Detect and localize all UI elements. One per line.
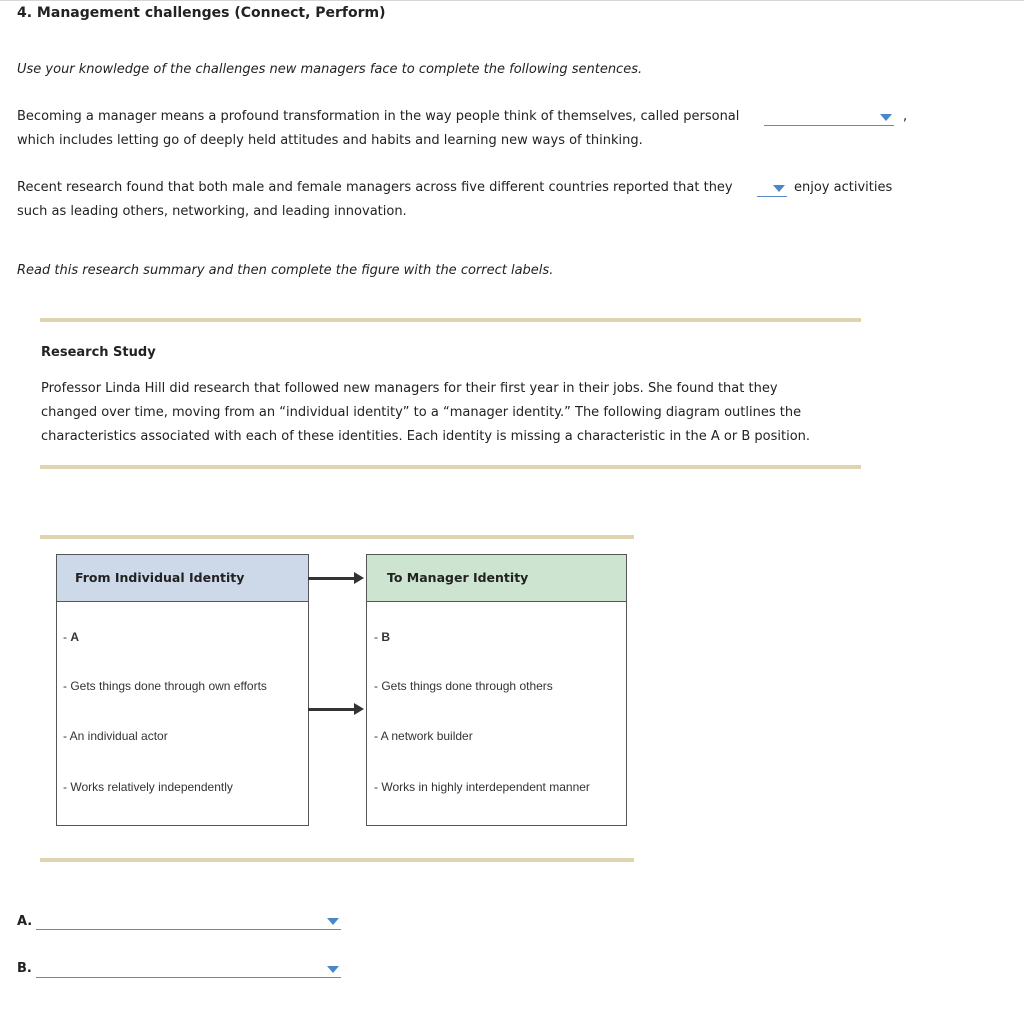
individual-item: - Gets things done through own efforts	[63, 679, 267, 693]
chevron-down-icon	[880, 114, 892, 121]
individual-identity-header: From Individual Identity	[57, 555, 308, 602]
research-line-2: changed over time, moving from an “individual identity” to a “manager identity.” The following diagram outlines the	[41, 405, 802, 420]
research-line-3: characteristics associated with each of these identities. Each identity is missing a characteristic in the A or B position.	[41, 429, 811, 444]
arrow-right-icon	[308, 577, 358, 580]
answer-b-dropdown[interactable]	[36, 961, 341, 978]
top-divider	[0, 0, 1024, 1]
enjoy-dropdown[interactable]	[757, 180, 787, 197]
sentence-1-line-2: which includes letting go of deeply held attitudes and habits and learning new ways of thinking.	[17, 133, 643, 148]
question-title: 4. Management challenges (Connect, Perform)	[17, 5, 386, 21]
manager-item: - Works in highly interdependent manner	[374, 780, 590, 794]
manager-identity-box	[366, 554, 627, 826]
figure-instruction: Read this research summary and then complete the figure with the correct labels.	[17, 263, 554, 278]
sentence-1-line-1: Becoming a manager means a profound transformation in the way people think of themselves, called personal	[17, 109, 740, 124]
individual-item: - An individual actor	[63, 729, 168, 743]
answer-a-label: A.	[17, 914, 33, 929]
research-body	[41, 377, 861, 449]
manager-item-b: - B	[374, 630, 391, 644]
chevron-down-icon	[773, 185, 785, 192]
chevron-down-icon	[327, 918, 339, 925]
chevron-down-icon	[327, 966, 339, 973]
individual-item-a: - A	[63, 630, 80, 644]
individual-item: - Works relatively independently	[63, 780, 233, 794]
research-bottom-rule	[40, 465, 861, 469]
arrow-right-icon	[308, 708, 358, 711]
research-top-rule	[40, 318, 861, 322]
instruction-text: Use your knowledge of the challenges new managers face to complete the following sentences.	[17, 62, 643, 77]
manager-item: - A network builder	[374, 729, 473, 743]
answer-a-dropdown[interactable]	[36, 913, 341, 930]
research-title: Research Study	[41, 345, 156, 360]
sentence-1-comma: ,	[903, 109, 908, 124]
sentence-2-line-2: such as leading others, networking, and leading innovation.	[17, 204, 407, 219]
research-line-1: Professor Linda Hill did research that followed new managers for their first year in their jobs. She found that they	[41, 381, 778, 396]
answer-b-label: B.	[17, 961, 32, 976]
sentence-2-line-1: Recent research found that both male and female managers across five different countries reported that they	[17, 180, 733, 195]
diagram-bottom-rule	[40, 858, 634, 862]
diagram-top-rule	[40, 535, 634, 539]
manager-item: - Gets things done through others	[374, 679, 553, 693]
individual-identity-box	[56, 554, 309, 826]
sentence-2-line-1-end: enjoy activities	[794, 180, 893, 195]
manager-identity-header: To Manager Identity	[367, 555, 626, 602]
personal-dropdown[interactable]	[764, 109, 894, 126]
